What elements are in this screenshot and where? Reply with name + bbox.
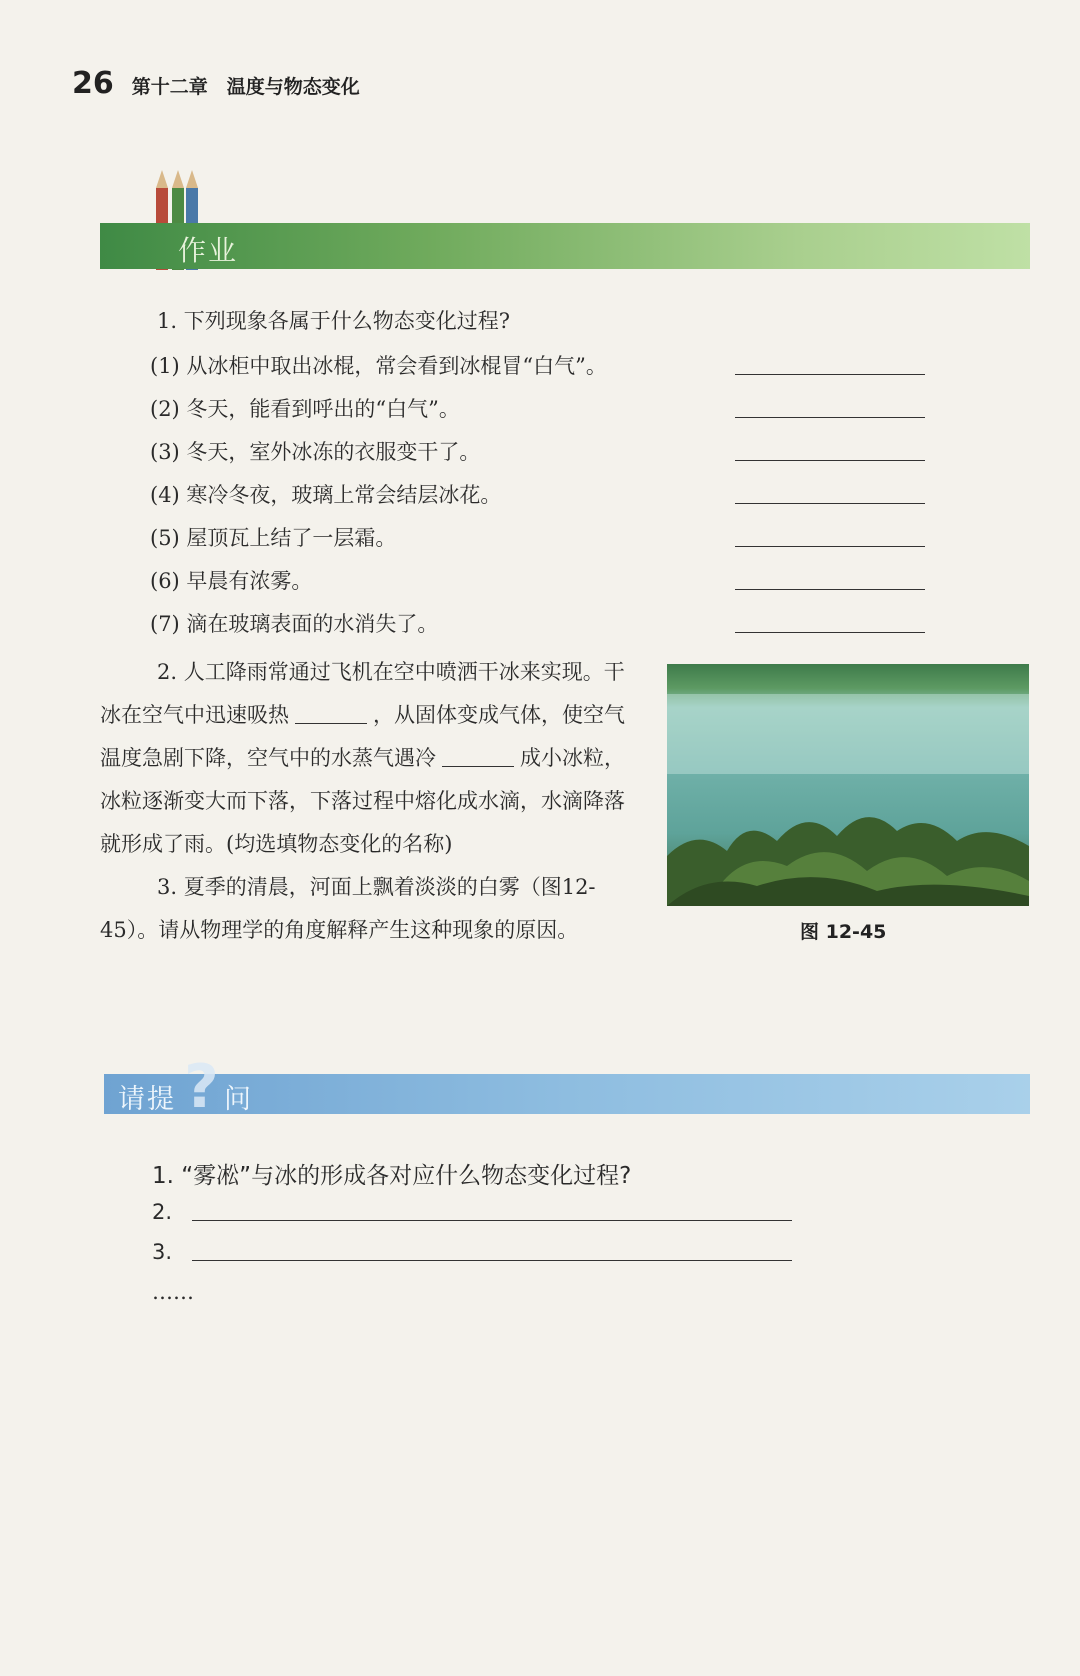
question-1-item <box>150 608 930 651</box>
question-2-part-2: ，从固体变成气体，使空气温度急剧下降，空气中的水蒸气遇冷 <box>100 703 625 770</box>
answer-blank <box>735 374 925 375</box>
question-1-item <box>150 479 930 522</box>
item-text: (5) 屋顶瓦上结了一层霜。 <box>150 526 397 550</box>
question-1-item <box>150 436 930 479</box>
answer-line <box>192 1260 792 1261</box>
question-1-prompt: 1. 下列现象各属于什么物态变化过程? <box>157 309 510 333</box>
question-1-item <box>150 565 930 608</box>
ask-question-2 <box>152 1200 172 1230</box>
page-header <box>72 66 360 106</box>
ask-question-2-label: 2. <box>152 1200 173 1224</box>
question-1-item <box>150 350 930 393</box>
item-text: (4) 寒冷冬夜，玻璃上常会结层冰花。 <box>150 483 502 507</box>
answer-blank <box>735 546 925 547</box>
ask-question-1: 1. “雾凇”与冰的形成各对应什么物态变化过程? <box>152 1163 632 1189</box>
item-text: (7) 滴在玻璃表面的水消失了。 <box>150 612 439 636</box>
river-fog-photo <box>667 664 1029 906</box>
question-2-part-1: 2. 人工降雨常通过飞机在空中喷洒干冰来实现。干冰在空气中迅速吸热 <box>100 660 625 727</box>
question-1-items <box>150 350 930 651</box>
answer-blank <box>735 503 925 504</box>
question-3: 3. 夏季的清晨，河面上飘着淡淡的白雾（图12-45）。请从物理学的角度解释产生这种现象的原因。 <box>100 875 596 942</box>
answer-line <box>192 1220 792 1221</box>
ask-question-3 <box>152 1240 172 1270</box>
ask-title-left: 请提 <box>118 1084 176 1115</box>
answer-blank <box>735 460 925 461</box>
more-questions-ellipsis: …… <box>152 1280 194 1304</box>
ask-question-3-label: 3. <box>152 1240 173 1264</box>
chapter-title: 第十二章 温度与物态变化 <box>131 76 360 98</box>
ask-question-banner <box>104 1052 1030 1122</box>
item-text: (1) 从冰柜中取出冰棍，常会看到冰棍冒“白气”。 <box>150 354 607 378</box>
item-text: (2) 冬天，能看到呼出的“白气”。 <box>150 397 460 421</box>
ask-title-right: 问 <box>224 1084 251 1115</box>
question-mark-icon: ? <box>184 1052 219 1122</box>
answer-blank <box>735 417 925 418</box>
item-text: (6) 早晨有浓雾。 <box>150 569 313 593</box>
question-1-item <box>150 393 930 436</box>
homework-title: 作业 <box>178 234 239 267</box>
figure-caption: 图 12-45 <box>800 921 887 943</box>
question-2-3-text <box>100 651 640 952</box>
answer-blank <box>295 703 367 724</box>
page-number: 26 <box>72 66 114 101</box>
question-1-item <box>150 522 930 565</box>
answer-blank <box>735 632 925 633</box>
foliage-illustration <box>667 786 1029 906</box>
item-text: (3) 冬天，室外冰冻的衣服变干了。 <box>150 440 481 464</box>
answer-blank <box>735 589 925 590</box>
homework-banner <box>100 223 1030 269</box>
question-2-part-3: 成小冰粒，冰粒逐渐变大而下落，下落过程中熔化成水滴，水滴降落就形成了雨。(均选填物态变化的名称) <box>100 746 625 856</box>
answer-blank <box>442 746 514 767</box>
